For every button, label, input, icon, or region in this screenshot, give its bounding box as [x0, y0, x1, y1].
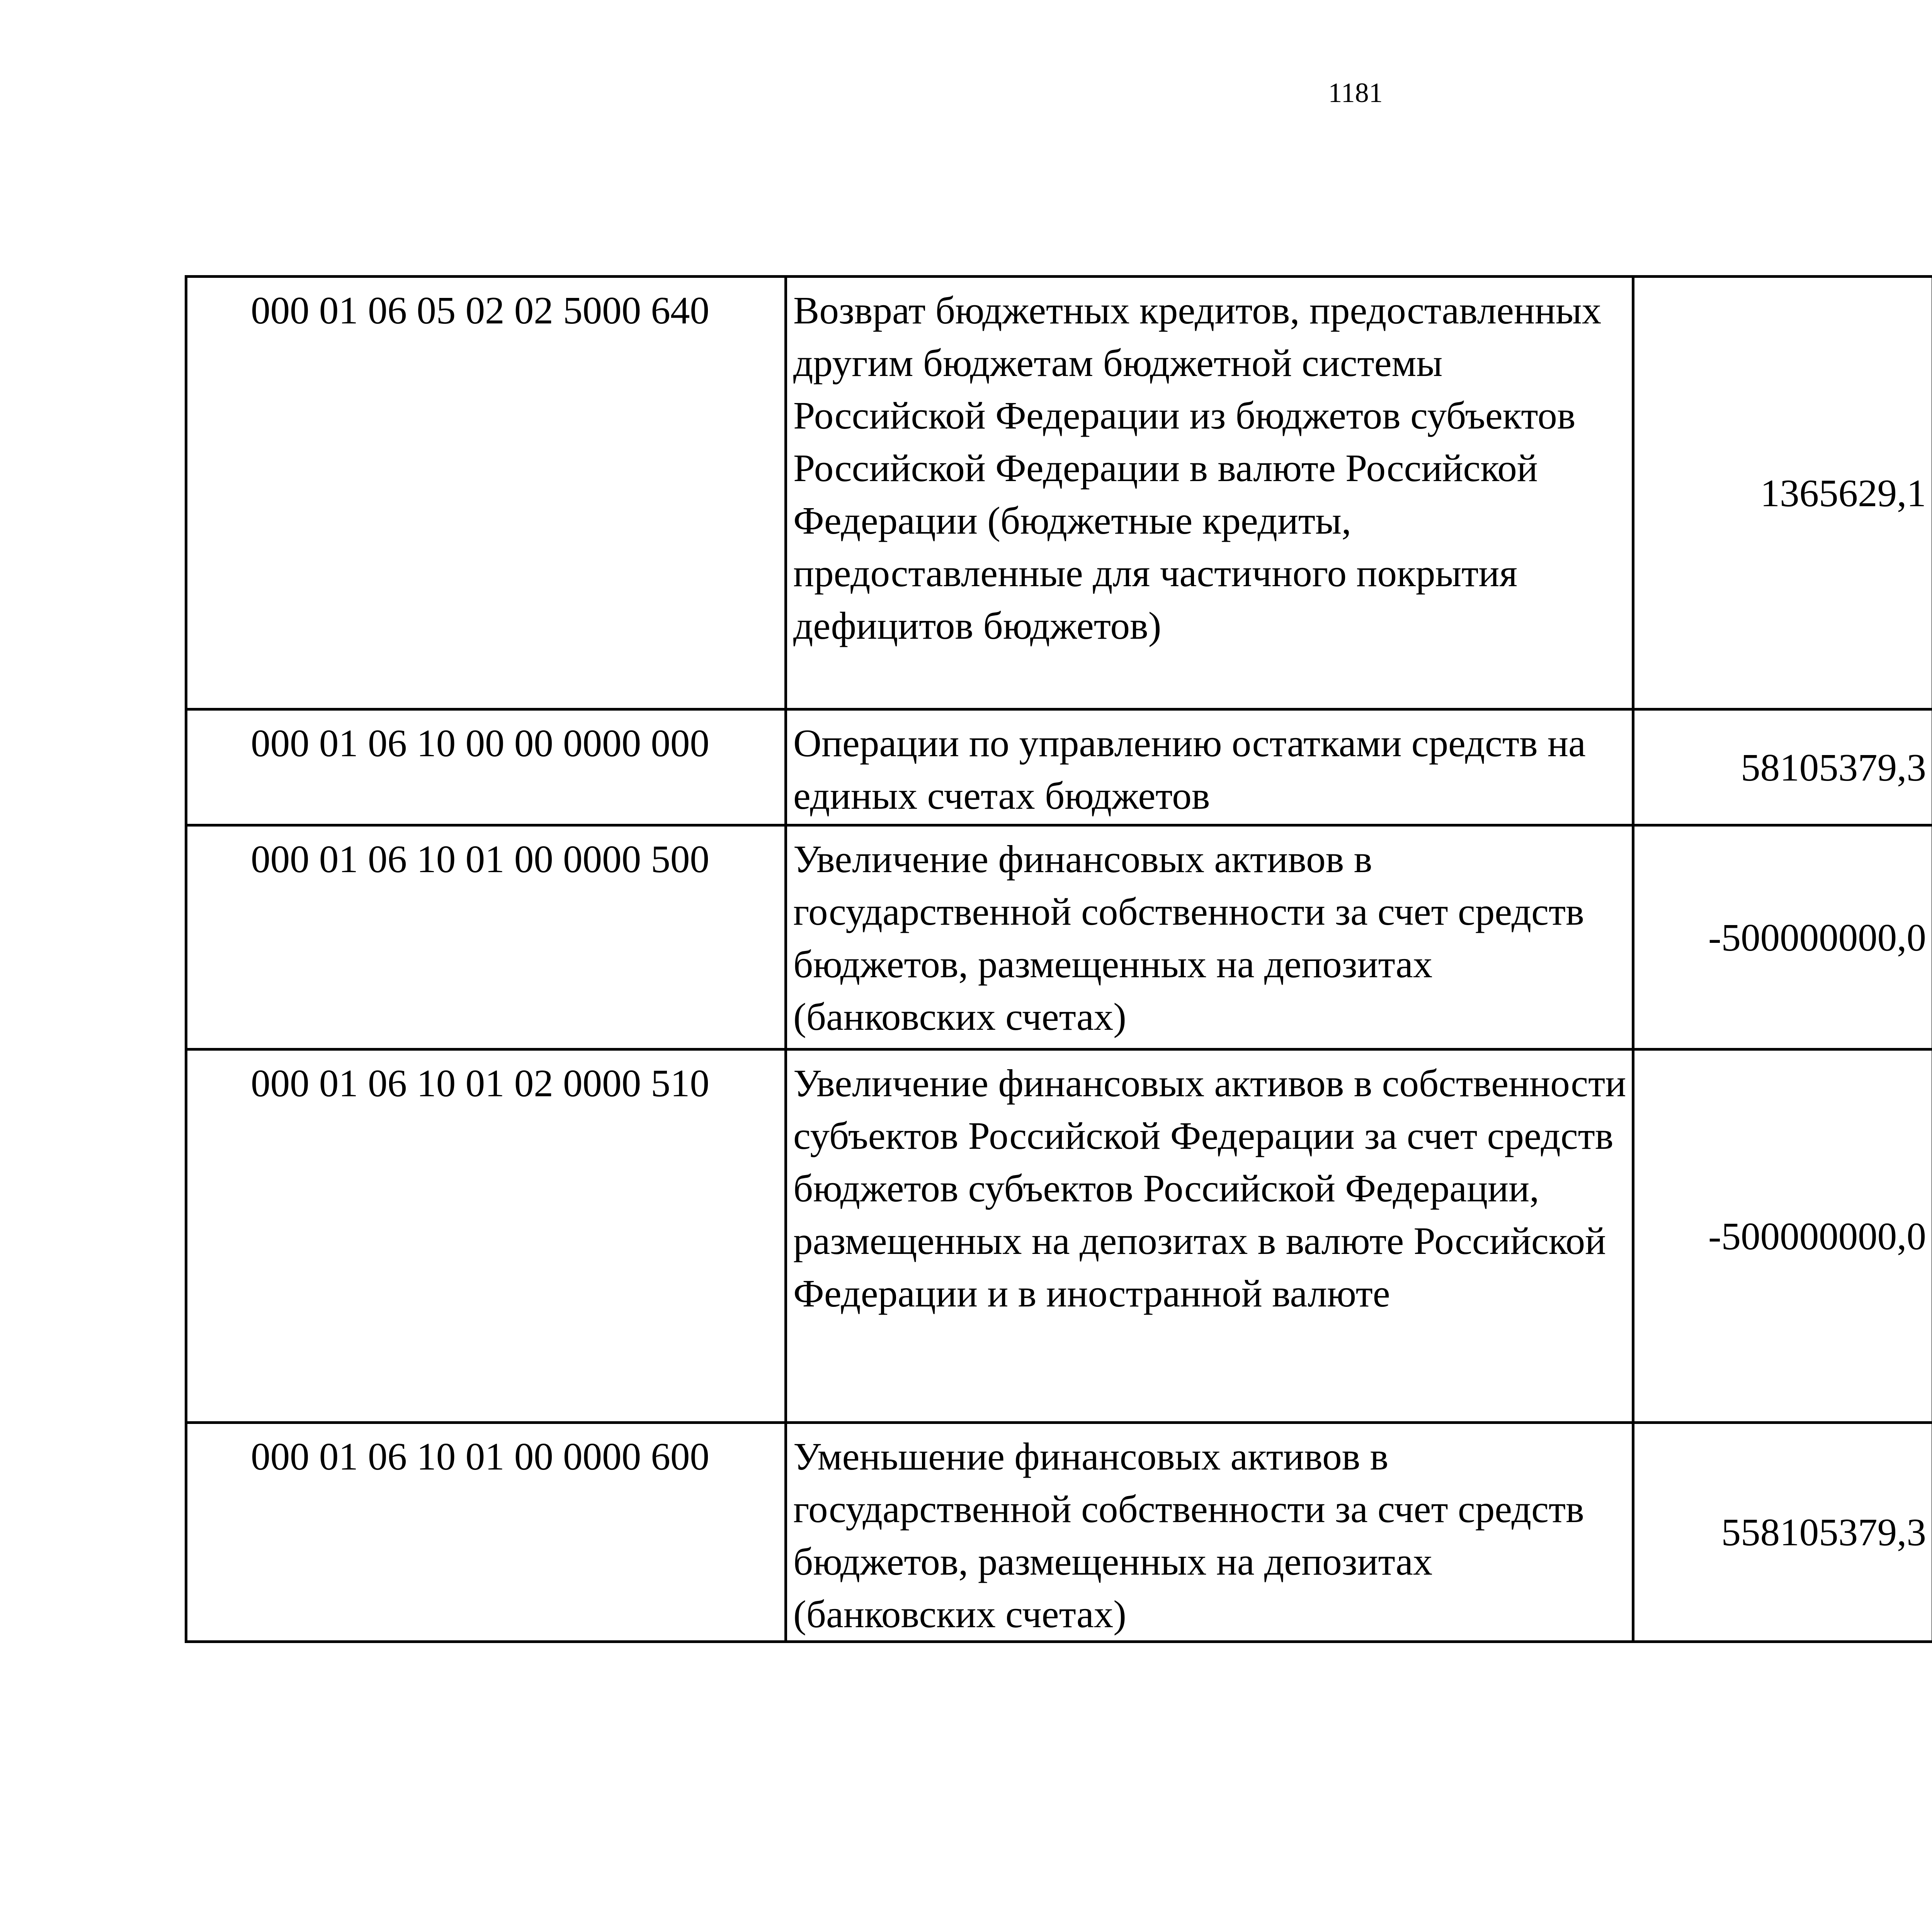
- table-row: [186, 825, 1932, 1050]
- budget-code: 000 01 06 05 02 02 5000 640: [186, 277, 786, 709]
- row-description: Возврат бюджетных кредитов, предоставленных другим бюджетам бюджетной системы Российской Федерации из бюджетов субъектов Российской Федерации в валюте Российской Федерации (бюджетные кредиты, предоставленные для частичного покрытия дефицитов бюджетов): [786, 277, 1633, 709]
- row-description: Уменьшение финансовых активов в государственной собственности за счет средств бюджетов, размещенных на депозитах (банковских счетах): [786, 1423, 1633, 1642]
- budget-code: 000 01 06 10 01 00 0000 600: [186, 1423, 786, 1642]
- budget-code: 000 01 06 10 01 00 0000 500: [186, 825, 786, 1050]
- page-number: 1181: [1328, 77, 1383, 108]
- table-row: [186, 1423, 1932, 1642]
- budget-code: 000 01 06 10 01 02 0000 510: [186, 1050, 786, 1423]
- budget-code: 000 01 06 10 00 00 0000 000: [186, 709, 786, 825]
- row-description: Увеличение финансовых активов в собственности субъектов Российской Федерации за счет средств бюджетов субъектов Российской Федерации, размещенных на депозитах в валюте Российской Федерации и в иностранной валюте: [786, 1050, 1633, 1423]
- row-description: Операции по управлению остатками средств на единых счетах бюджетов: [786, 709, 1633, 825]
- table-row: [186, 1050, 1932, 1423]
- row-description: Увеличение финансовых активов в государственной собственности за счет средств бюджетов, размещенных на депозитах (банковских счетах): [786, 825, 1633, 1050]
- table-row: [186, 277, 1932, 709]
- table-row: [186, 709, 1932, 825]
- value-col-1: 58105379,3: [1633, 709, 1932, 825]
- budget-sources-table: [185, 275, 1932, 1643]
- value-col-1: -500000000,0: [1633, 825, 1932, 1050]
- value-col-1: 558105379,3: [1633, 1423, 1932, 1642]
- value-col-1: -500000000,0: [1633, 1050, 1932, 1423]
- value-col-1: 1365629,1: [1633, 277, 1932, 709]
